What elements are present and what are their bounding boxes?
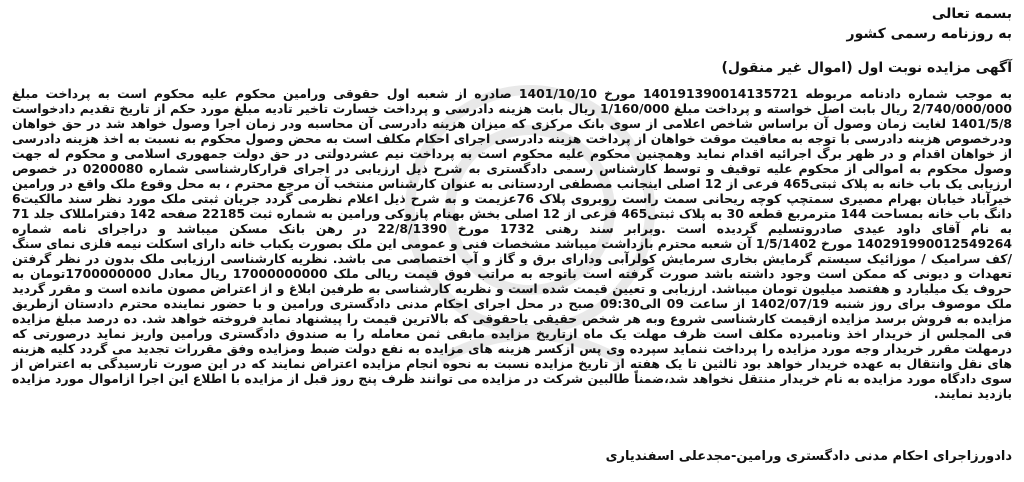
notice-body: به موجب شماره دادنامه مربوطه 140191390014135721 مورخ 1401/10/10 صادره از شعبه اول حقوقی ورامین محکوم علیه محکوم است به پرداخت مبلغ 2/740/000/000 ریال بابت اصل خواسته و پرداخت مبلغ 1/160/000 ریال بابت هزینه دادرسی و پرداخت خسارت تاخیر تادیه مبلغ مورد حکم از تاریخ تقدیم دادخواست 1401/5/8 لغایت زمان وصول آن براساس شاخص اعلامی از سوی بانک مرکزی که میزان هزینه دادرسی آن محاسبه ودر زمان اجرا وصول خواهد شد در حق خواهان ودرخصوص هزینه دادرسی با توجه به معافیت موقت خواهان از پرداخت هزینه دادرسی اجرای احکام مکلف است به محض وصول محکوم به نسبت به اخذ هزینه دادرسی از خواهان اقدام و در ظهر برگ اجرائیه اقدام نماید وهمچنین محکوم علیه محکوم است به پرداخت نیم عشردولتی در حق دولت جمهوری اسلامی و محکوم له جهت وصول محکوم به اموالی از محکوم علیه توقیف و توسط کارشناس رسمی دادگستری به شرح ذیل ارزیابی در اجرای قرارکارشناسی شماره 0200080 در خصوص ارزیابی یک باب خانه به پلاک ثبتی465 فرعی از 12 اصلی اینجانب مصطفی اردستانی به عنوان کارشناس منتخب آن مرجع محترم ، به محل وقوع ملک واقع در ورامین خیرآباد خیابان بهرام مصیری سمتچپ کوچه ریحانی سمت راست روبروی پلاک 76عزیمت و به شرح ذیل اعلام نظرمی گردد جریان ثبتی ملک مورد نظر سند مالکیت6 دانگ باب خانه بمساحت 144 مترمربع قطعه 30 به پلاک ثبتی465 فرعی از 12 اصلی بخش بهنام پازوکی ورامین به شماره ثبت 22185 صفحه 142 دفترامللاک جلد 71 به نام آقای داود عیدی صادروتسلیم گردیده است .وبرابر سند رهنی 1732 مورخ 22/8/1390 در رهن بانک مسکن میباشد و دراجرای نامه شماره 140291990012549264 مورخ 1/5/1402 آن شعبه محترم بازداشت میباشد مشخصات فنی و عمومی این ملک بصورت یکباب خانه دارای اسکلت نیمه فلزی نمای سنگ /کف سرامیک / موزائیک سیستم گرمایش بخاری سرمایش کولرآبی ودارای برق و گاز و آب اختصاصی می باشد. نظریه کارشناسی ارزیابی ملک بدون در نظر گرفتن تعهدات و دیونی که ممکن است وجود داشته باشد صورت گرفته است باتوجه به مراتب فوق قیمت ریالی ملک 17000000000 ریال معادل 1700000000تومان به حروف یک میلیارد و هفتصد میلیون تومان میباشد. ارزیابی و تعیین قیمت شده است و نظریه کارشناسی به طرفین ابلاغ و از اعتراض مصون مانده است و مقرر گردید ملک موصوف برای روز شنبه 1402/07/19 از ساعت 09 الی09:30 صبح در محل اجرای احکام مدنی دادگستری ورامین و با حضور نماینده محترم دادستان ازطریق مزایده به فروش برسد مزایده ازقیمت کارشناسی شروع وبه هر شخص حقیقی یاحقوقی که بالاترین قیمت را پیشنهاد نماید فروخته خواهد شد. ده درصد مبلغ مزایده فی المجلس از خریدار اخذ ونامبرده مکلف است ظرف مهلت یک ماه ازتاریخ مزایده مابقی ثمن معامله را به صندوق دادگستری ورامین واریز نماید درصورتی که درمهلت مقرر خریدار وجه مورد مزایده را پرداخت ننماید سپرده وی پس ازکسر هزینه های مزایده به نفع دولت ضبط ومزایده وفق مقررات تجدید می گردد کلیه هزینه های نقل وانتقال به عهده خریدار خواهد بود ثالثین تا یک هفته از تاریخ مزایده نسبت به نحوه انجام مزایده اعتراض نمایند که در این صورت تارسیدگی به اعتراض از سوی دادگاه مورد مزایده به نام خریدار منتقل نخواهد شد،ضمناً طالبین شرکت در مزایده می توانند ظرف پنج روز قبل از مزایده با اطلاع این اجرا ازاموال مورد مزایده بازدید نمایند. — [12, 86, 1012, 401]
signature: دادورزاجرای احکام مدنی دادگستری ورامین-مجدعلی اسفندیاری — [605, 449, 1012, 464]
header-bismillah: بسمه تعالی — [931, 6, 1012, 22]
header-recipient: به روزنامه رسمی کشور — [846, 26, 1012, 42]
notice-title: آگهی مزایده نوبت اول (اموال غیر منقول) — [721, 60, 1012, 76]
